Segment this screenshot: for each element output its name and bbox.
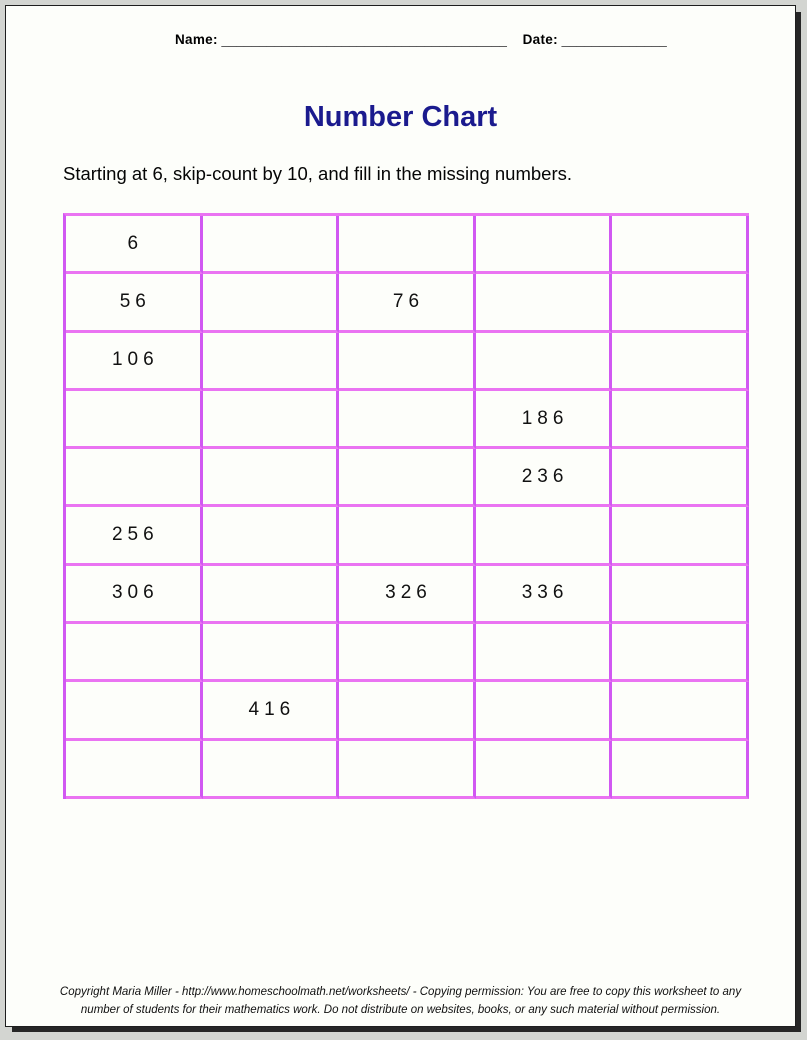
grid-cell: [203, 274, 340, 332]
grid-cell: 56: [66, 274, 203, 332]
grid-cell: [66, 449, 203, 507]
grid-cell: [203, 391, 340, 449]
grid-cell: [339, 216, 476, 274]
grid-cell: 76: [339, 274, 476, 332]
grid-cell: [612, 449, 749, 507]
grid-cell: [612, 333, 749, 391]
grid-cell: [476, 274, 613, 332]
grid-cell: [66, 391, 203, 449]
grid-cell: 236: [476, 449, 613, 507]
grid-cell: [339, 391, 476, 449]
grid-cell: [203, 449, 340, 507]
grid-cell: [476, 507, 613, 565]
name-date-header: [175, 32, 667, 47]
grid-cell: 6: [66, 216, 203, 274]
grid-cell: 326: [339, 566, 476, 624]
grid-cell: [612, 682, 749, 740]
grid-cell: [339, 333, 476, 391]
copyright-line-1: Copyright Maria Miller - http://www.homeschoolmath.net/worksheets/ - Copying permission: You are free to copy this worksheet to any: [59, 986, 742, 998]
grid-cell: 186: [476, 391, 613, 449]
grid-cell: [203, 507, 340, 565]
grid-cell: [203, 216, 340, 274]
grid-cell: [476, 333, 613, 391]
grid-cell: [612, 507, 749, 565]
grid-cell: [612, 274, 749, 332]
name-blank-line: ______________________________________: [221, 32, 507, 47]
name-label: Name:: [175, 32, 218, 47]
grid-cell: [66, 624, 203, 682]
grid-cell: [66, 682, 203, 740]
grid-cell: [339, 741, 476, 799]
grid-cell: [612, 741, 749, 799]
grid-cell: 336: [476, 566, 613, 624]
grid-cell: [612, 216, 749, 274]
grid-cell: [612, 391, 749, 449]
grid-cell: [66, 741, 203, 799]
instruction-text: Starting at 6, skip-count by 10, and fill in the missing numbers.: [63, 163, 573, 184]
grid-cell: [203, 741, 340, 799]
grid-cell: 306: [66, 566, 203, 624]
grid-cell: 106: [66, 333, 203, 391]
grid-cell: [203, 566, 340, 624]
grid-cell: [203, 333, 340, 391]
grid-cell: [476, 624, 613, 682]
copyright-footer: [6, 983, 795, 1019]
grid-cell: [203, 624, 340, 682]
grid-cell: [339, 682, 476, 740]
grid-cell: 256: [66, 507, 203, 565]
date-label: Date:: [522, 32, 558, 47]
number-grid: [63, 213, 749, 799]
grid-cell: [476, 216, 613, 274]
grid-cell: [612, 566, 749, 624]
grid-cell: 416: [203, 682, 340, 740]
grid-cell: [476, 741, 613, 799]
page-title: Number Chart: [303, 101, 498, 133]
grid-cell: [476, 682, 613, 740]
copyright-line-2: number of students for their mathematics work. Do not distribute on websites, books, or any such material without permission.: [80, 1004, 721, 1016]
date-blank-line: ______________: [561, 32, 667, 47]
worksheet-page: [5, 5, 796, 1027]
grid-cell: [339, 507, 476, 565]
grid-cell: [339, 449, 476, 507]
grid-cell: [339, 624, 476, 682]
grid-cell: [612, 624, 749, 682]
